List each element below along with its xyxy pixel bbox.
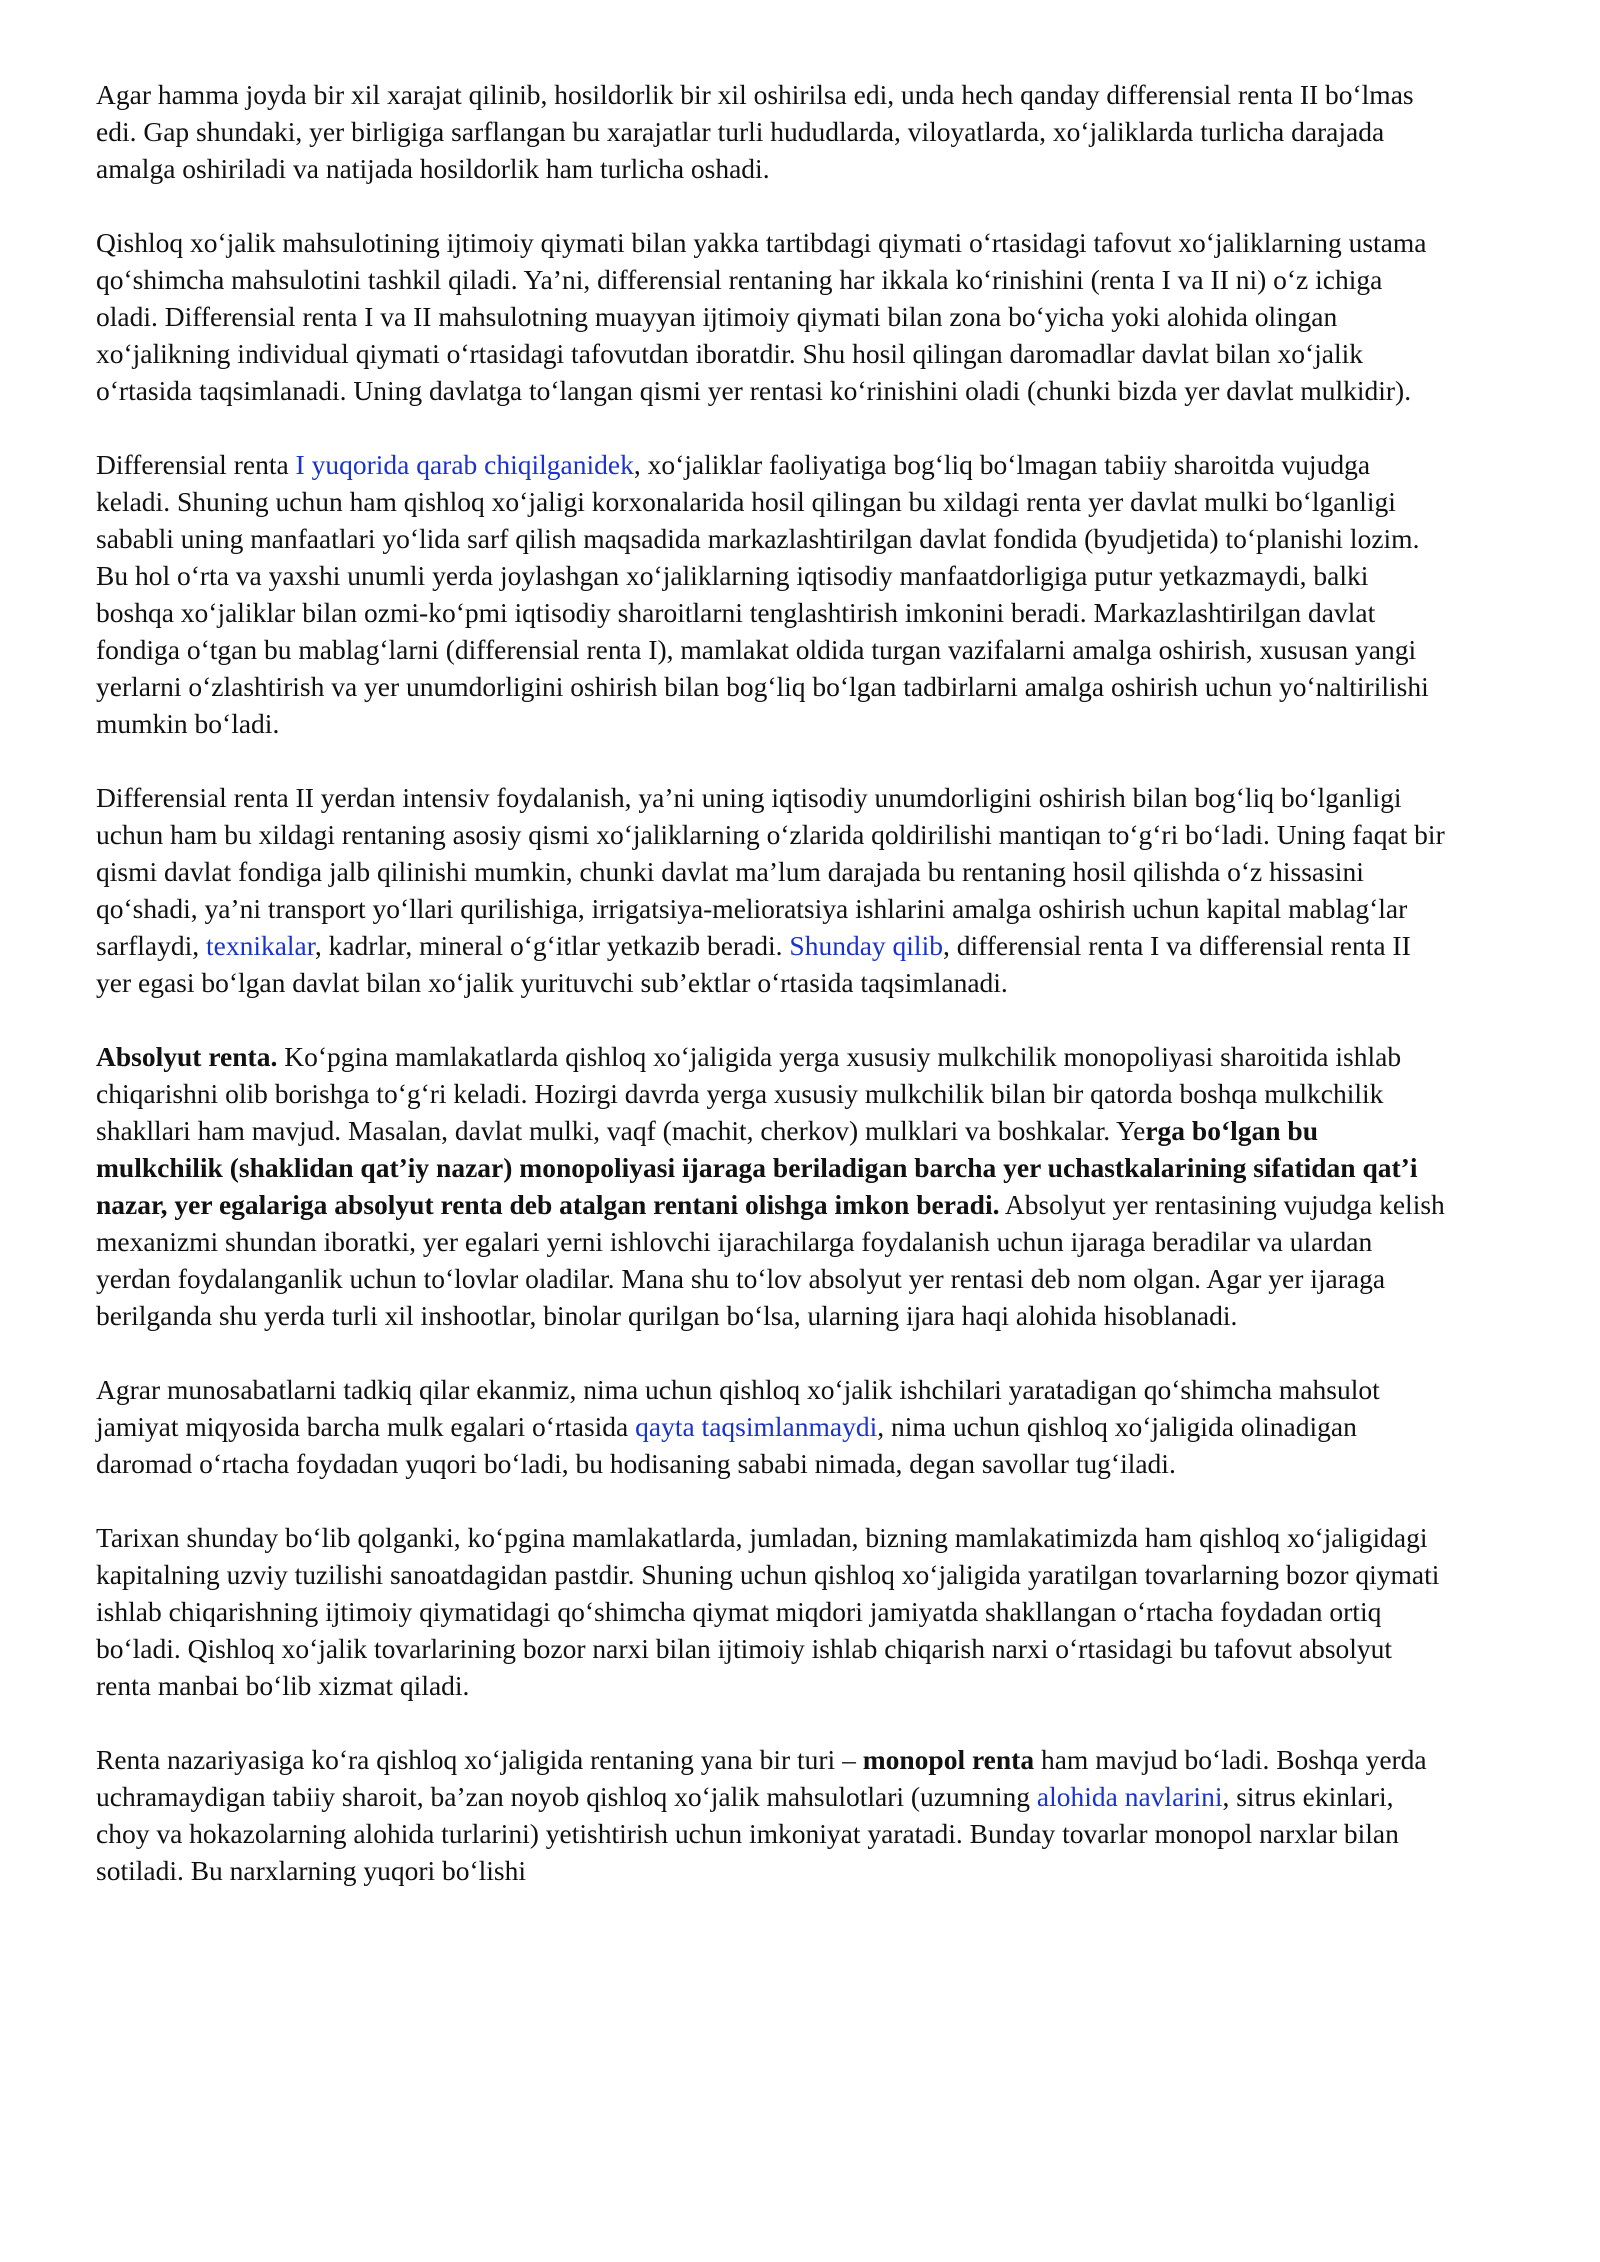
paragraph-monopoly-rent: [96, 1741, 1450, 1889]
link-qayta-taqsimlanmaydi[interactable]: qayta taqsimlanmaydi: [635, 1411, 878, 1442]
paragraph-text: , nima uchun qishloq xo‘jaligida olinadigan daromad o‘rtacha foydadan yuqori bo‘ladi, bu hodisaning sababi nimada, degan savollar tug‘iladi.: [96, 1411, 1357, 1479]
paragraph-absolute-rent: [96, 1038, 1450, 1334]
paragraph-text: , xo‘jaliklar faoliyatiga bog‘liq bo‘lmagan tabiiy sharoitda vujudga keladi. Shuning uchun ham qishloq xo‘jaligi korxonalarida hosil qilingan bu xildagi renta yer davlat mulki bo‘lganligi sababli uning manfaatlari yo‘lida sarf qilish maqsadida markazlashtirilgan davlat fondida (byudjetida) to‘planishi lozim. Bu hol o‘rta va yaxshi unumli yerda joylashgan xo‘jaliklarning iqtisodiy manfaatdorligiga putur yetkazmaydi, balki boshqa xo‘jaliklar bilan ozmi-ko‘pmi iqtisodiy sharoitlarni tenglashtirish imkonini beradi. Markazlashtirilgan davlat fondiga o‘tgan bu mablag‘larni (differensial renta I), mamlakat oldida turgan vazifalarni amalga oshirish, xususan yangi yerlarni o‘zlashtirish va yer unumdorligini oshirish bilan bog‘liq bo‘lgan tadbirlarni amalga oshirish uchun yo‘naltirilishi mumkin bo‘ladi.: [96, 449, 1429, 739]
term-absolute-rent: Absolyut renta.: [96, 1041, 278, 1072]
paragraph-differential-rent-ii-intro: [96, 76, 1450, 187]
paragraph-text: Agar hamma joyda bir xil xarajat qilinib, hosildorlik bir xil oshirilsa edi, unda hech qanday differensial renta II bo‘lmas edi. Gap shundaki, yer birligiga sarflangan bu xarajatlar turli hududlarda, viloyatlarda, xo‘jaliklarda turlicha darajada amalga oshiriladi va natijada hosildorlik ham turlicha oshadi.: [96, 79, 1414, 184]
paragraph-text: , kadrlar, mineral o‘g‘itlar yetkazib beradi.: [314, 930, 790, 961]
paragraph-capital-structure: [96, 1519, 1450, 1704]
link-alohida-navlarini[interactable]: alohida navlarini: [1036, 1781, 1223, 1812]
paragraph-text: Differensial renta II yerdan intensiv foydalanish, ya’ni uning iqtisodiy unumdorligini oshirish bilan bog‘liq bo‘lganligi uchun ham bu xildagi rentaning asosiy qismi xo‘jaliklarning o‘zlarida qoldirilishi mantiqan to‘g‘ri bo‘ladi. Uning faqat bir qismi davlat fondiga jalb qilinishi mumkin, chunki davlat ma’lum darajada bu rentaning hosil qilishda o‘z hissasini qo‘shadi, ya’ni transport yo‘llari qurilishiga, irrigatsiya-melioratsiya ishlarini amalga oshirish uchun kapital mablag‘lar sarflaydi,: [96, 782, 1445, 961]
paragraph-text: Qishloq xo‘jalik mahsulotining ijtimoiy qiymati bilan yakka tartibdagi qiymati o‘rtasidagi tafovut xo‘jaliklarning ustama qo‘shimcha mahsulotini tashkil qiladi. Ya’ni, differensial rentaning har ikkala ko‘rinishini (renta I va II ni) o‘z ichiga oladi. Differensial renta I va II mahsulotning muayyan ijtimoiy qiymati bilan zona bo‘yicha yoki alohida olingan xo‘jalikning individual qiymati o‘rtasidagi tafovutdan iboratdir. Shu hosil qilingan daromadlar davlat bilan xo‘jalik o‘rtasida taqsimlanadi. Uning davlatga to‘langan qismi yer rentasi ko‘rinishini oladi (chunki bizda yer davlat mulkidir).: [96, 227, 1427, 406]
paragraph-text: Absolyut yer rentasining vujudga kelish mexanizmi shundan iboratki, yer egalari yerni ishlovchi ijarachilarga foydalanish uchun ijaraga beradilar va ulardan yerdan foydalanganlik uchun to‘lovlar oladilar. Mana shu to‘lov absolyut yer rentasi deb nom olgan. Agar yer ijaraga berilganda shu yerda turli xil inshootlar, binolar qurilgan bo‘lsa, ularning ijara haqi alohida hisoblanadi.: [96, 1189, 1445, 1331]
paragraph-text: Renta nazariyasiga ko‘ra qishloq xo‘jaligida rentaning yana bir turi –: [96, 1744, 863, 1775]
paragraph-agrarian-relations: [96, 1371, 1450, 1482]
paragraph-text: Ko‘pgina mamlakatlarda qishloq xo‘jaligida yerga xususiy mulkchilik monopoliyasi sharoitida ishlab chiqarishni olib borishga to‘g‘ri keladi. Hozirgi davrda yerga xususiy mulkchilik bilan bir qatorda boshqa mulkchilik shakllari ham mavjud. Masalan, davlat mulki, vaqf (machit, cherkov) mulklari va boshkalar. Ye: [96, 1041, 1402, 1146]
paragraph-text: ham mavjud bo‘ladi. Boshqa yerda uchramaydigan tabiiy sharoit, ba’zan noyob qishloq xo‘jalik mahsulotlari (uzumning: [96, 1744, 1427, 1812]
paragraph-text: Tarixan shunday bo‘lib qolganki, ko‘pgina mamlakatlarda, jumladan, bizning mamlakatimizda ham qishloq xo‘jaligidagi kapitalning uzviy tuzilishi sanoatdagidan pastdir. Shuning uchun qishloq xo‘jaligida yaratilgan tovarlarning bozor qiymati ishlab chiqarishning ijtimoiy qiymatidagi qo‘shimcha qiymat miqdori jamiyatda shakllangan o‘rtacha foydadan ortiq bo‘ladi. Qishloq xo‘jalik tovarlarining bozor narxi bilan ijtimoiy ishlab chiqarish narxi o‘rtasidagi bu tafovut absolyut renta manbai bo‘lib xizmat qiladi.: [96, 1522, 1440, 1701]
paragraph-differential-rent-i: [96, 446, 1450, 742]
term-monopoly-rent: monopol renta: [862, 1744, 1035, 1775]
link-texnikalar[interactable]: texnikalar: [205, 930, 315, 961]
paragraph-text: , sitrus ekinlari, choy va hokazolarning alohida turlarini) yetishtirish uchun imkoniyat yaratadi. Bunday tovarlar monopol narxlar bilan sotiladi. Bu narxlarning yuqori bo‘lishi: [96, 1781, 1399, 1886]
paragraph-social-value-difference: [96, 224, 1450, 409]
link-shunday-qilib[interactable]: Shunday qilib: [789, 930, 943, 961]
paragraph-text: , differensial renta I va differensial renta II yer egasi bo‘lgan davlat bilan xo‘jalik yurituvchi sub’ektlar o‘rtasida taqsimlanadi.: [96, 930, 1411, 998]
paragraph-text: Agrar munosabatlarni tadkiq qilar ekanmiz, nima uchun qishloq xo‘jalik ishchilari yaratadigan qo‘shimcha mahsulot jamiyat miqyosida barcha mulk egalari o‘rtasida: [96, 1374, 1380, 1442]
link-i-yuqorida[interactable]: I yuqorida qarab chiqilganidek: [295, 449, 634, 480]
paragraph-differential-rent-ii: [96, 779, 1450, 1001]
paragraph-text: Differensial renta: [96, 449, 296, 480]
bold-statement: rga bo‘lgan bu mulkchilik (shaklidan qat’iy nazar) monopoliyasi ijaraga beriladigan barcha yer uchastkalarining sifatidan qat’i nazar, yer egalariga absolyut renta deb atalgan rentani olishga imkon beradi.: [96, 1115, 1418, 1220]
